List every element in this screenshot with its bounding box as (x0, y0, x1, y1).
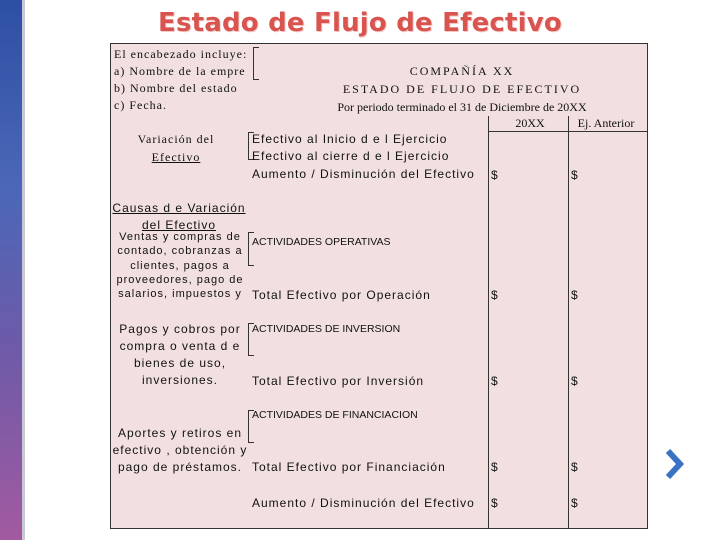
financing-heading: ACTIVIDADES DE FINANCIACION (252, 409, 418, 421)
causes-label-1: Causas d e Variación (112, 201, 246, 215)
chevron-right-icon (664, 448, 686, 480)
variation-label-1: Variación del (137, 132, 215, 146)
variation-item-change: Aumento / Disminución del Efectivo (252, 167, 475, 181)
column-header-prior: Ej. Anterior (577, 116, 635, 130)
next-slide-button[interactable] (662, 446, 688, 482)
operating-prior-value: $ (571, 288, 578, 302)
operating-bracket (248, 232, 249, 266)
column-divider-middle (568, 116, 569, 529)
statement-name: ESTADO DE FLUJO DE EFECTIVO (342, 82, 582, 96)
financing-current-value: $ (491, 460, 498, 474)
operating-desc-4: proveedores, pago de (116, 274, 244, 286)
variation-current-value: $ (491, 168, 498, 182)
investing-bracket (248, 323, 249, 356)
final-change-label: Aumento / Disminución del Efectivo (252, 496, 475, 510)
header-note-line-2: a) Nombre de la empre (114, 64, 246, 78)
operating-heading: ACTIVIDADES OPERATIVAS (252, 236, 391, 248)
variation-item-start: Efectivo al Inicio d e l Ejercicio (252, 132, 448, 146)
investing-desc-1: Pagos y cobros por (119, 322, 241, 336)
investing-total-label: Total Efectivo por Inversión (252, 374, 425, 388)
operating-desc-3: clientes, pagos a (130, 260, 230, 272)
financing-prior-value: $ (571, 460, 578, 474)
operating-desc-1: Ventas y compras de (119, 231, 241, 243)
header-note-bracket (253, 47, 254, 80)
header-note-line-3: b) Nombre del estado (114, 81, 238, 95)
financing-total-label: Total Efectivo por Financiación (252, 460, 446, 474)
variation-label-2: Efectivo (151, 150, 201, 164)
financing-desc-3: pago de préstamos. (117, 460, 243, 474)
operating-current-value: $ (491, 288, 498, 302)
financing-desc-1: Aportes y retiros en (117, 426, 243, 440)
operating-desc-5: salarios, impuestos y (118, 288, 242, 300)
investing-prior-value: $ (571, 374, 578, 388)
operating-bracket-bottom (248, 265, 254, 266)
investing-desc-3: bienes de uso, (133, 356, 227, 370)
investing-desc-2: compra o venta d e (119, 339, 241, 353)
column-header-current: 20XX (515, 116, 545, 130)
operating-desc-2: contado, cobranzas a (117, 245, 243, 257)
slide-title: Estado de Flujo de Efectivo (157, 8, 562, 38)
variation-prior-value: $ (571, 168, 578, 182)
investing-bracket-bottom (248, 355, 254, 356)
investing-current-value: $ (491, 374, 498, 388)
causes-label-2: del Efectivo (141, 218, 217, 232)
column-divider-left (488, 116, 489, 529)
header-note-line-4: c) Fecha. (114, 98, 167, 112)
header-note-bracket-bottom (253, 79, 259, 80)
left-decorative-bar (0, 0, 22, 540)
header-note-line-1: El encabezado incluye: (114, 47, 248, 61)
variation-item-end: Efectivo al cierre d e l Ejercicio (252, 149, 450, 163)
company-name: COMPAÑÍA XX (409, 64, 515, 78)
statement-period: Por periodo terminado el 31 de Diciembre de 20XX (337, 100, 587, 114)
operating-bracket-top (248, 232, 254, 233)
variation-bracket (248, 132, 249, 160)
investing-heading: ACTIVIDADES DE INVERSION (252, 323, 401, 335)
investing-desc-4: inversiones. (141, 373, 219, 387)
left-decorative-line (22, 0, 25, 540)
final-current-value: $ (491, 496, 498, 510)
header-note-bracket-top (253, 47, 259, 48)
financing-desc-2: efectivo , obtención y (112, 443, 248, 457)
statement-document (110, 43, 648, 529)
operating-total-label: Total Efectivo por Operación (252, 288, 431, 302)
final-prior-value: $ (571, 496, 578, 510)
